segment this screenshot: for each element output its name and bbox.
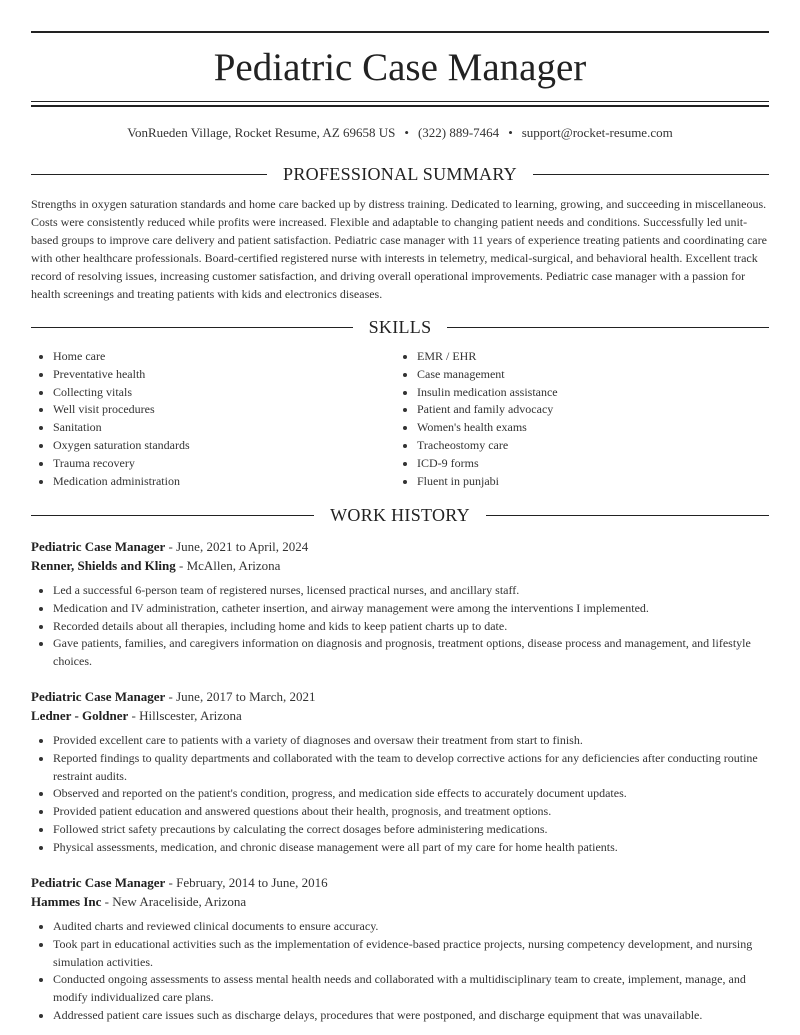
work-heading: WORK HISTORY xyxy=(330,504,470,525)
job-company-line xyxy=(31,556,769,575)
skill-item: • Oxygen saturation standards xyxy=(53,437,391,455)
job-entry-1 xyxy=(31,537,769,671)
job-title-line xyxy=(31,537,769,556)
job-bullet: • Provided excellent care to patients with a variety of diagnoses and oversaw their treatment from start to finish. xyxy=(53,732,769,750)
job-bullets xyxy=(31,732,769,857)
job-bullet: • Addressed patient care issues such as discharge delays, procedures that were postponed, and discharge equipment that was unavailable. xyxy=(53,1007,769,1025)
skill-item: • Patient and family advocacy xyxy=(417,401,755,419)
skill-item: • Tracheostomy care xyxy=(417,437,755,455)
section-rule-right xyxy=(447,327,769,328)
skill-item: • Medication administration xyxy=(53,473,391,491)
skills-heading: SKILLS xyxy=(368,316,432,337)
skill-item: • EMR / EHR xyxy=(417,348,755,366)
contact-separator: • xyxy=(404,125,409,140)
skill-item: • Women's health exams xyxy=(417,419,755,437)
contact-address: VonRueden Village, Rocket Resume, AZ 69658 US xyxy=(127,125,396,140)
skill-item: • Case management xyxy=(417,366,755,384)
section-rule-right xyxy=(533,174,769,175)
job-dates: - June, 2021 to April, 2024 xyxy=(165,539,309,554)
skill-item: • Home care xyxy=(53,348,391,366)
skill-item: • Collecting vitals xyxy=(53,384,391,402)
section-rule-left xyxy=(31,515,314,516)
job-company-line xyxy=(31,892,769,911)
job-bullets xyxy=(31,582,769,671)
job-bullet: • Reported findings to quality departments and collaborated with the team to develop corrective actions for any deficiencies after conducting routine restraint audits. xyxy=(53,750,769,786)
summary-heading: PROFESSIONAL SUMMARY xyxy=(283,163,517,184)
job-dates: - June, 2017 to March, 2021 xyxy=(165,689,316,704)
job-dates: - February, 2014 to June, 2016 xyxy=(165,875,328,890)
job-title: Pediatric Case Manager xyxy=(31,539,166,554)
skill-item: • Trauma recovery xyxy=(53,455,391,473)
job-company: Ledner - Goldner xyxy=(31,708,129,723)
job-entry-3 xyxy=(31,873,769,1025)
job-bullet: • Followed strict safety precautions by calculating the correct dosages before administering medications. xyxy=(53,821,769,839)
skill-item: • Insulin medication assistance xyxy=(417,384,755,402)
summary-text: Strengths in oxygen saturation standards and home care backed up by distress training. Dedicated to learning, growing, and succeeding in miscellaneous. Costs were consistently reduced while profits were increased. Flexible and adaptable to changing patient needs and conditions. Successfully led unit-based groups to improve care delivery and patient satisfaction. Pediatric case manager with 11 years of experience treating patients and coordinating care with other healthcare professionals. Board-certified registered nurse with interests in telemetry, medical-surgical, and behavioral health. Excellent track record of resolving issues, increasing customer satisfaction, and driving overall operational improvements. Pediatric case manager with a passion for health screenings and treating patients with kids and electronics diseases. xyxy=(31,197,767,301)
skills-list-left xyxy=(31,348,391,490)
job-title: Pediatric Case Manager xyxy=(31,689,166,704)
job-bullet: • Medication and IV administration, catheter insertion, and airway management were among the interventions I implemented. xyxy=(53,600,769,618)
work-section-header xyxy=(31,503,769,527)
job-bullet: • Gave patients, families, and caregivers information on diagnosis and prognosis, treatment options, disease process and management, and lifestyle choices. xyxy=(53,635,769,671)
job-bullet: • Observed and reported on the patient's condition, progress, and medication side effects to accurately document updates. xyxy=(53,785,769,803)
job-location: - McAllen, Arizona xyxy=(175,558,281,573)
job-bullet: • Took part in educational activities such as the implementation of evidence-based practice projects, nursing competency development, and nursing simulation activities. xyxy=(53,936,769,972)
job-bullet: • Led a successful 6-person team of registered nurses, licensed practical nurses, and ancillary staff. xyxy=(53,582,769,600)
job-company: Renner, Shields and Kling xyxy=(31,558,176,573)
header-double-divider xyxy=(31,101,769,107)
skill-item: • Fluent in punjabi xyxy=(417,473,755,491)
job-bullet: • Conducted ongoing assessments to assess mental health needs and collaborated with a multidisciplinary team to create, implement, manage, and modify individualized care plans. xyxy=(53,971,769,1007)
skill-item: • Well visit procedures xyxy=(53,401,391,419)
job-entry-2 xyxy=(31,687,769,857)
skills-column-left xyxy=(31,348,391,490)
resume-title: Pediatric Case Manager xyxy=(213,46,587,89)
section-rule-left xyxy=(31,174,267,175)
job-bullets xyxy=(31,918,769,1025)
top-divider xyxy=(31,31,769,33)
section-rule-right xyxy=(486,515,769,516)
skills-list-right xyxy=(395,348,755,490)
contact-separator: • xyxy=(508,125,513,140)
job-location: - New Araceliside, Arizona xyxy=(101,894,247,909)
job-title: Pediatric Case Manager xyxy=(31,875,166,890)
skill-item: • ICD-9 forms xyxy=(417,455,755,473)
job-company-line xyxy=(31,706,769,725)
job-bullet: • Audited charts and reviewed clinical documents to ensure accuracy. xyxy=(53,918,769,936)
job-location: - Hillscester, Arizona xyxy=(128,708,242,723)
section-rule-left xyxy=(31,327,353,328)
skills-section-header xyxy=(31,315,769,339)
skill-item: • Sanitation xyxy=(53,419,391,437)
job-bullet: • Recorded details about all therapies, including home and kids to keep patient charts up to date. xyxy=(53,618,769,636)
job-bullet: • Provided patient education and answered questions about their health, prognosis, and treatment options. xyxy=(53,803,769,821)
job-company: Hammes Inc xyxy=(31,894,102,909)
job-bullet: • Physical assessments, medication, and chronic disease management were all part of my care for home health patients. xyxy=(53,839,769,857)
contact-phone[interactable]: (322) 889-7464 xyxy=(417,125,500,140)
contact-line xyxy=(31,124,769,142)
skill-item: • Preventative health xyxy=(53,366,391,384)
skills-column-right xyxy=(395,348,755,490)
job-title-line xyxy=(31,687,769,706)
job-title-line xyxy=(31,873,769,892)
summary-section-header xyxy=(31,162,769,186)
contact-email[interactable]: support@rocket-resume.com xyxy=(521,125,673,140)
